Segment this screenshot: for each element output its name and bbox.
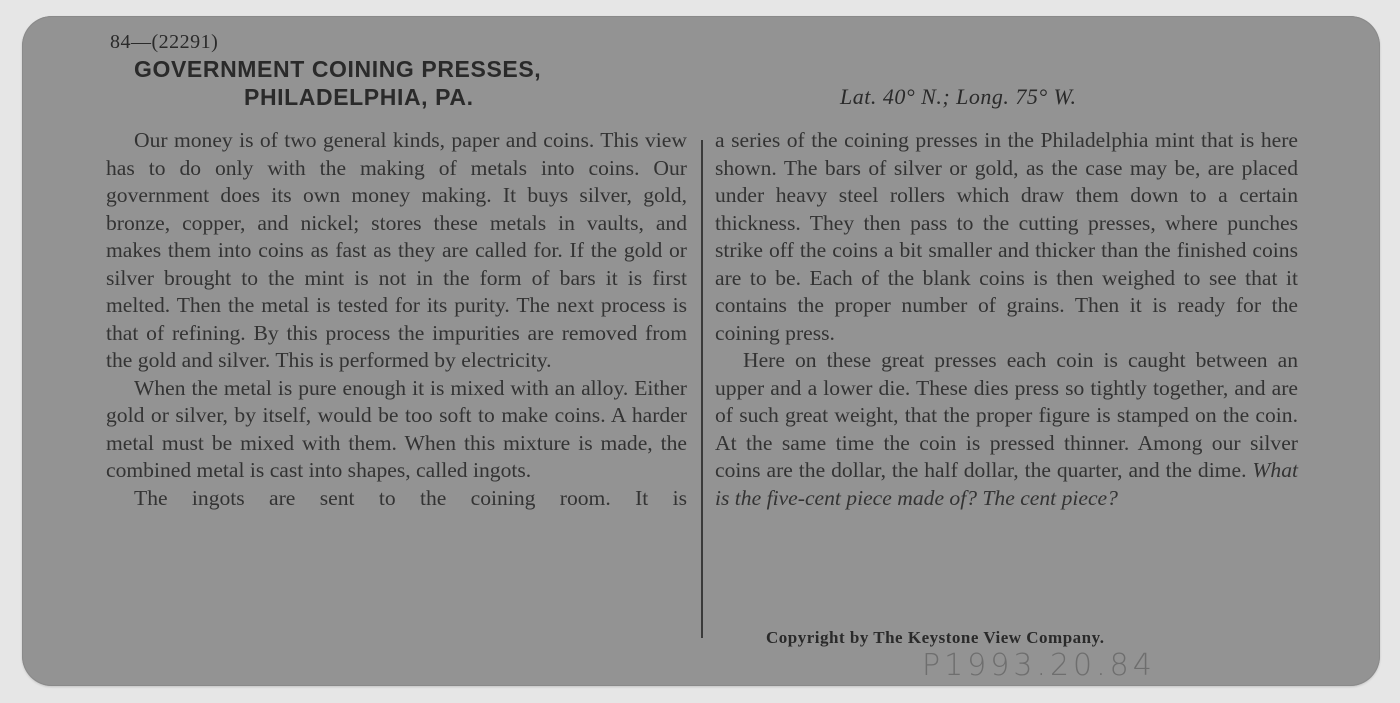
left-text-column	[106, 127, 687, 512]
title-line-1: GOVERNMENT COINING PRESSES,	[134, 56, 542, 82]
copyright-notice: Copyright by The Keystone View Company.	[766, 628, 1105, 647]
right-paragraph-2	[715, 347, 1298, 512]
accession-number: P1993.20.84	[922, 648, 1156, 683]
latitude-longitude: Lat. 40° N.; Long. 75° W.	[840, 84, 1077, 109]
right-text-column	[715, 127, 1298, 512]
column-divider	[701, 140, 703, 638]
closing-question: What is the five-cent piece made of? The cent piece?	[715, 458, 1298, 510]
left-paragraph-1: Our money is of two general kinds, paper and coins. This view has to do only with the making of metals into coins. Our government does its own money making. It buys silver, gold, bronze, copper, and nickel; stores these metals in vaults, and makes them into coins as fast as they are called for. If the gold or silver brought to the mint is not in the form of bars it is first melted. Then the metal is tested for its purity. The next process is that of refining. By this process the impurities are removed from the gold and silver. This is performed by electricity.	[106, 128, 687, 372]
left-paragraph-3: The ingots are sent to the coining room. It is	[134, 485, 687, 510]
right-paragraph-2-text: Here on these great presses each coin is caught between an upper and a lower die. These dies press so tightly together, and are of such great weight, that the proper figure is stamped on the coin. At the same time the coin is pressed thinner. Among our silver coins are the dollar, the half dollar, the quarter, and the dime.	[715, 348, 1298, 482]
left-paragraph-2: When the metal is pure enough it is mixed with an alloy. Either gold or silver, by itself, would be too soft to make coins. A harder metal must be mixed with them. When this mixture is made, the combined metal is cast into shapes, called ingots.	[106, 375, 687, 482]
stereocard-back	[22, 16, 1380, 686]
right-paragraph-1: a series of the coining presses in the Philadelphia mint that is here shown. The bars of silver or gold, as the case may be, are placed under heavy steel rollers which draw them down to a certain thickness. They then pass to the cutting presses, where punches strike off the coins a bit smaller and thicker than the finished coins are to be. Each of the blank coins is then weighed to see that it contains the proper number of grains. Then it is ready for the coining press.	[715, 128, 1298, 345]
view-number: 84—(22291)	[110, 31, 219, 53]
title-line-2: PHILADELPHIA, PA.	[244, 84, 474, 110]
